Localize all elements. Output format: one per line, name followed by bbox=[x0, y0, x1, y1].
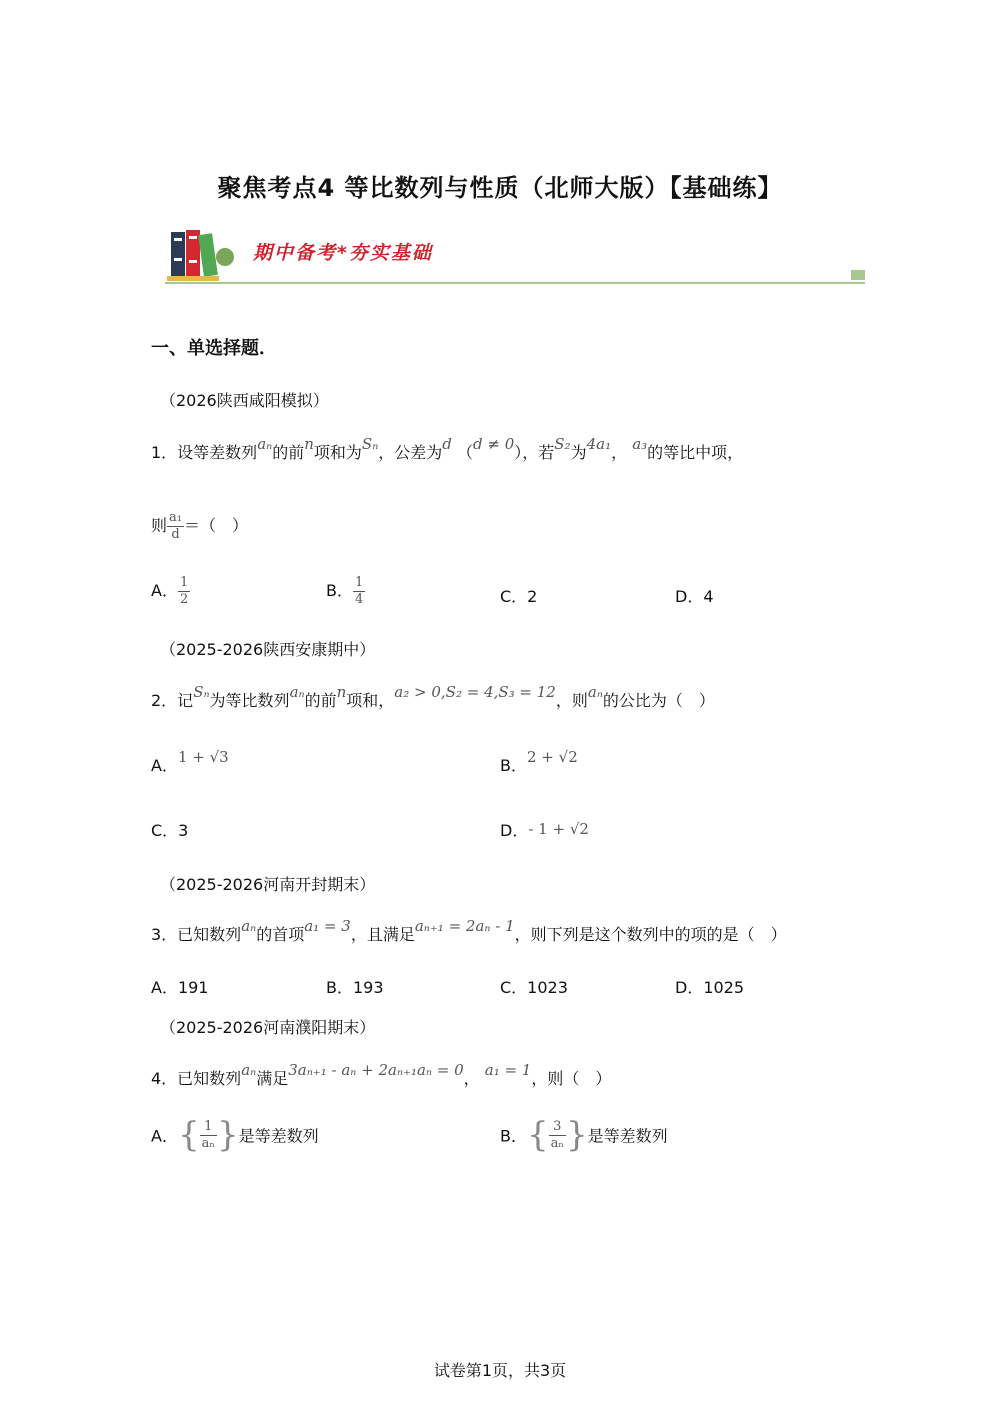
q1-option-c[interactable]: C．2 bbox=[500, 587, 538, 606]
banner-text: 期中备考*夯实基础 bbox=[253, 242, 433, 264]
q3-option-d[interactable]: D．1025 bbox=[675, 978, 745, 997]
page-footer: 试卷第1页，共3页 bbox=[433, 1361, 567, 1380]
q2-option-a[interactable]: A．1 + √3 bbox=[151, 748, 229, 775]
q2-option-b[interactable]: B．2 + √2 bbox=[500, 748, 578, 775]
q4-option-b[interactable]: B．{ $\frac{3}{\text{aₙ}}$ }是等差数列 bbox=[500, 1115, 668, 1155]
q1-option-d[interactable]: D．4 bbox=[675, 587, 714, 606]
q3-stem: 3．已知数列aₙ的首项a₁ = 3，且满足aₙ₊₁ = 2aₙ - 1，则下列是这个数列中的项的是（ ） bbox=[151, 917, 787, 944]
q3-source: （2025-2026河南开封期末） bbox=[160, 875, 376, 894]
q3-option-b[interactable]: B．193 bbox=[326, 978, 384, 997]
fraction-a1-d: $\frac{\text{a₁}}{d}$ bbox=[169, 510, 182, 542]
q1-source: （2026陕西咸阳模拟） bbox=[160, 391, 329, 410]
q3-option-c[interactable]: C．1023 bbox=[500, 978, 568, 997]
q3-option-a[interactable]: A．191 bbox=[151, 978, 209, 997]
page-title: 聚焦考点4 等比数列与性质（北师大版）【基础练】 bbox=[217, 174, 783, 202]
banner bbox=[165, 224, 865, 288]
q1-option-a[interactable]: A． $\frac{1}{2}$ bbox=[151, 575, 189, 607]
q4-source: （2025-2026河南濮阳期末） bbox=[160, 1018, 376, 1037]
q2-source: （2025-2026陕西安康期中） bbox=[160, 640, 376, 659]
q1-option-b[interactable]: B． $\frac{1}{4}$ bbox=[326, 575, 364, 607]
books-icon bbox=[165, 224, 235, 284]
q1-stem: 1．设等差数列aₙ的前n项和为Sₙ，公差为d （d ≠ 0），若S₂为4a₁， a₃的等比中项， bbox=[151, 435, 744, 462]
q2-option-c[interactable]: C．3 bbox=[151, 821, 189, 840]
section-title: 一、单选择题． bbox=[151, 338, 277, 359]
q4-stem: 4．已知数列aₙ满足3aₙ₊₁ - aₙ + 2aₙ₊₁aₙ = 0， a₁ = 1，则（ ） bbox=[151, 1061, 612, 1088]
q2-option-d[interactable]: D．- 1 + √2 bbox=[500, 820, 589, 840]
banner-square bbox=[851, 270, 865, 280]
q4-option-a[interactable]: A．{ $\frac{1}{\text{aₙ}}$ }是等差数列 bbox=[151, 1115, 319, 1155]
banner-divider bbox=[165, 282, 865, 284]
q2-stem: 2．记Sₙ为等比数列aₙ的前n项和，a₂ > 0,S₂ = 4,S₃ = 12，则aₙ的公比为（ ） bbox=[151, 683, 715, 710]
q1-stem-cont: 则 $\frac{\text{a₁}}{d}$ ＝（ ） bbox=[151, 510, 248, 542]
